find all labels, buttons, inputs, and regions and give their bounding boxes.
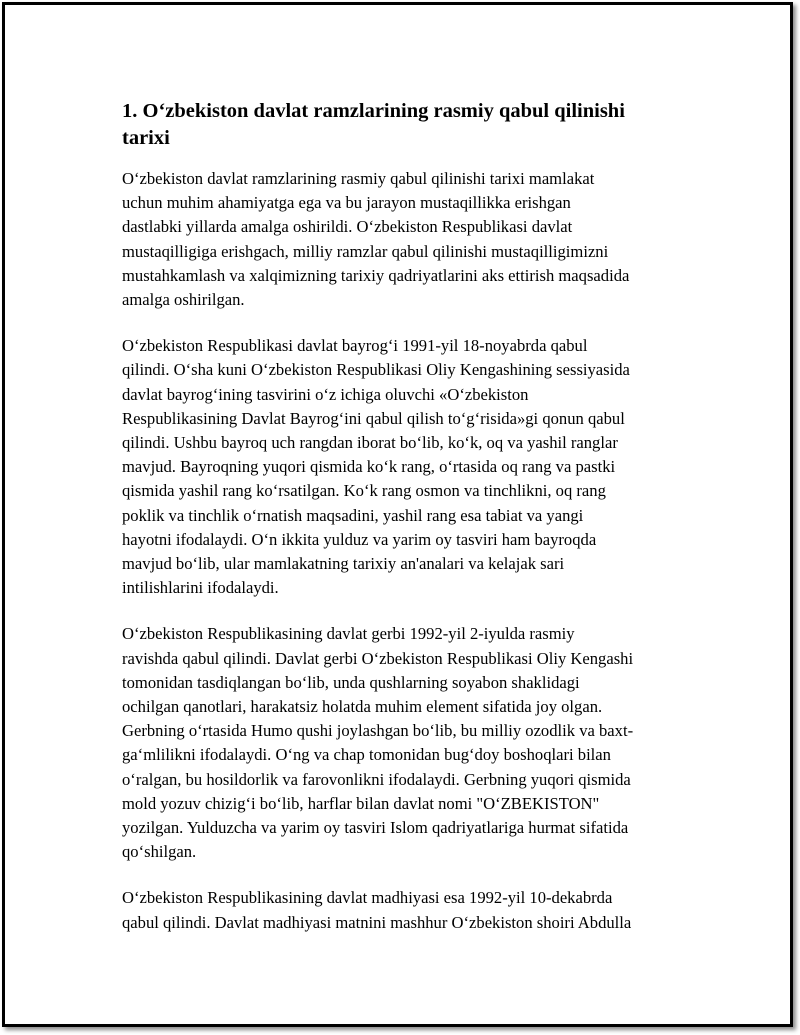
document-body xyxy=(122,98,692,957)
document-page xyxy=(2,2,793,1027)
paragraph-intro: O‘zbekiston davlat ramzlarining rasmiy qabul qilinishi tarixi mamlakat uchun muhim ahamiyatga ega va bu jarayon mustaqillikka erishgan dastlabki yillarda amalga oshirildi. O‘zbekiston Respublikasi davlat mustaqilligiga erishgach, milliy ramzlar qabul qilinishi mustaqilligimizni mustahkamlash va xalqimizning tarixiy qadriyatlarini aks ettirish maqsadida amalga oshirilgan. xyxy=(122,169,630,310)
paragraph-flag: O‘zbekiston Respublikasi davlat bayrog‘i 1991-yil 18-noyabrda qabul qilindi. O‘sha kuni O‘zbekiston Respublikasi Oliy Kengashining sessiyasida davlat bayrog‘ining tasvirini o‘z ichiga oluvchi «O‘zbekiston Respublikasining Davlat Bayrog‘ini qabul qilish to‘g‘risida»gi qonun qabul qilindi. Ushbu bayroq uch rangdan iborat bo‘lib, ko‘k, oq va yashil ranglar mavjud. Bayroqning yuqori qismida ko‘k rang, o‘rtasida oq rang va pastki qismida yashil rang ko‘rsatilgan. Ko‘k rang osmon va tinchlikni, oq rang poklik va tinchlik o‘rnatish maqsadini, yashil rang esa tabiat va yangi hayotni ifodalaydi. O‘n ikkita yulduz va yarim oy tasviri ham bayroqda mavjud bo‘lib, ular mamlakatning tarixiy an'analari va kelajak sari intilishlarini ifodalaydi. xyxy=(122,336,630,598)
section-heading: 1. O‘zbekiston davlat ramzlarining rasmiy qabul qilinishi tarixi xyxy=(122,100,625,149)
paragraph-anthem: O‘zbekiston Respublikasining davlat madhiyasi esa 1992-yil 10-dekabrda qabul qilindi. Davlat madhiyasi matnini mashhur O‘zbekiston shoiri Abdulla xyxy=(122,888,632,932)
paragraph-coat-of-arms: O‘zbekiston Respublikasining davlat gerbi 1992-yil 2-iyulda rasmiy ravishda qabul qilindi. Davlat gerbi O‘zbekiston Respublikasi Oliy Kengashi tomonidan tasdiqlangan bo‘lib, unda qushlarning soyabon shaklidagi ochilgan qanotlari, harakatsiz holatda muhim element sifatida joy olgan. Gerbning o‘rtasida Humo qushi joylashgan bo‘lib, bu milliy ozodlik va baxt- ga‘mlilikni ifodalaydi. O‘ng va chap tomonidan bug‘doy boshoqlari bilan o‘ralgan, bu hosildorlik va farovonlikni ifodalaydi. Gerbning yuqori qismida mold yozuv chizig‘i bo‘lib, harflar bilan davlat nomi "O‘ZBEKISTON" yozilgan. Yulduzcha va yarim oy tasviri Islom qadriyatlariga hurmat sifatida qo‘shilgan. xyxy=(122,624,634,862)
